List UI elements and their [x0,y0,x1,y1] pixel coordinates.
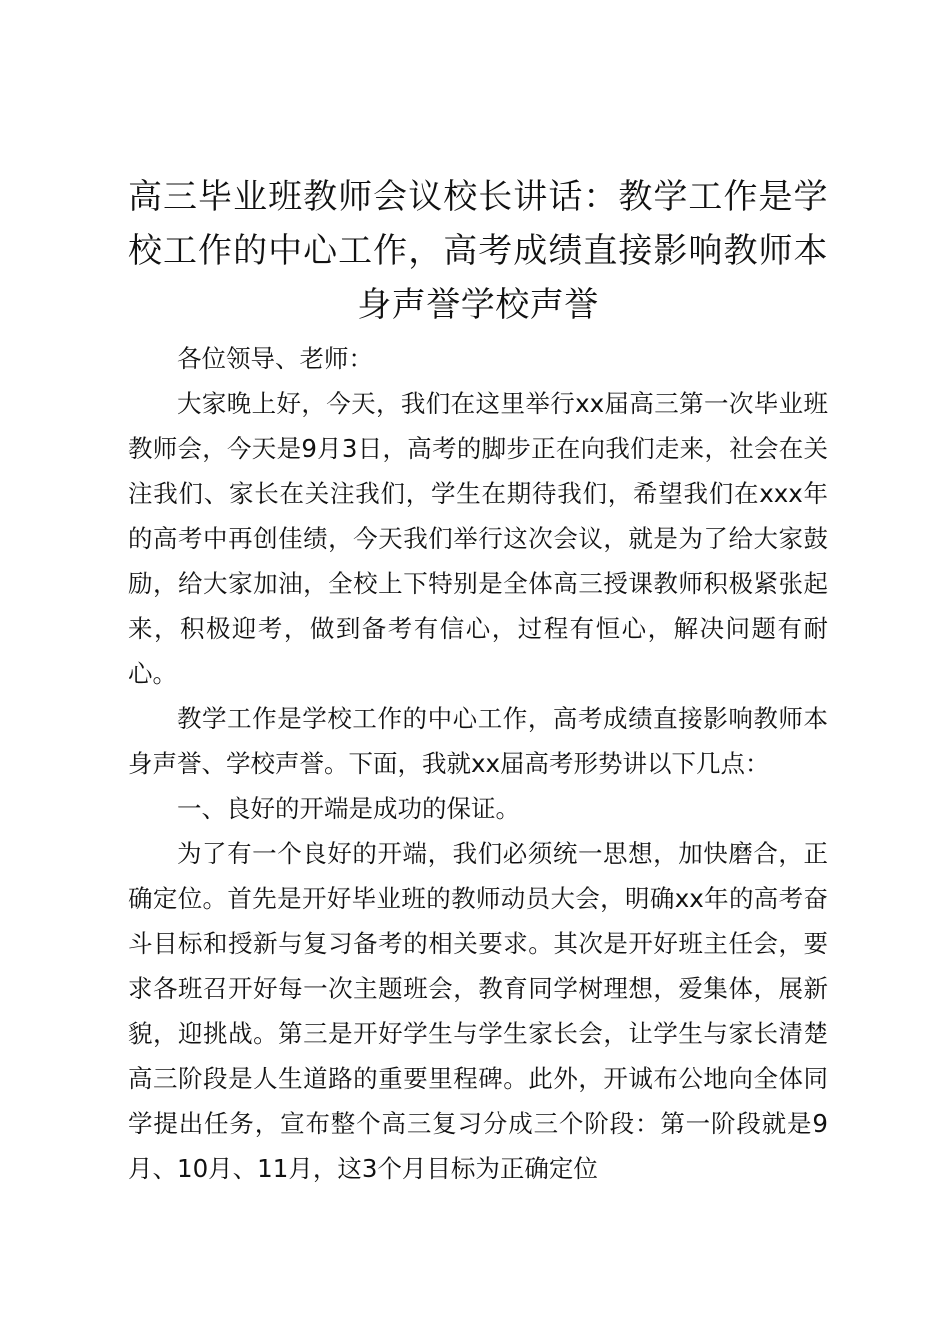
section-heading-1: 一、良好的开端是成功的保证。 [177,794,520,823]
paragraph-section-1: 为了有一个良好的开端，我们必须统一思想，加快磨合，正确定位。首先是开好毕业班的教师动员大会，明确xx年的高考奋斗目标和授新与复习备考的相关要求。其次是开好班主任会，要求各班召开好每一次主题班会，教育同学树理想，爱集体，展新貌，迎挑战。第三是开好学生与学生家长会，让学生与家长清楚高三阶段是人生道路的重要里程碑。此外，开诚布公地向全体同学提出任务，宣布整个高三复习分成三个阶段：第一阶段就是9月、10月、11月，这3个月目标为正确定位 [128,839,828,1183]
document-title: 高三毕业班教师会议校长讲话：教学工作是学校工作的中心工作，高考成绩直接影响教师本身声誉学校声誉 [128,177,828,325]
salutation: 各位领导、老师： [177,344,373,373]
paragraph-opening: 大家晚上好，今天，我们在这里举行xx届高三第一次毕业班教师会，今天是9月3日，高考的脚步正在向我们走来，社会在关注我们、家长在关注我们，学生在期待我们，希望我们在xxx年的高考中再创佳绩，今天我们举行这次会议，就是为了给大家鼓励，给大家加油，全校上下特别是全体高三授课教师积极紧张起来，积极迎考，做到备考有信心，过程有恒心，解决问题有耐心。 [128,389,828,688]
document-body [128,170,828,1191]
paragraph-main-point: 教学工作是学校工作的中心工作，高考成绩直接影响教师本身声誉、学校声誉。下面，我就xx届高考形势讲以下几点： [128,704,828,778]
